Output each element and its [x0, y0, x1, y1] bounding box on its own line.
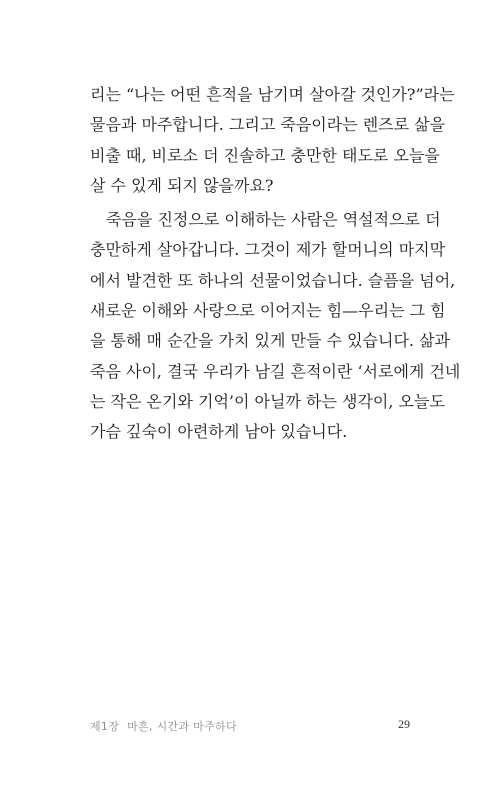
text-line: 충만하게 살아갑니다. 그것이 제가 할머니의 마지막	[90, 240, 446, 260]
paragraph	[90, 80, 455, 201]
text-line: 물음과 마주합니다. 그리고 죽음이라는 렌즈로 삶을	[90, 115, 446, 135]
chapter-title: 마흔, 시간과 마주하다	[127, 720, 237, 733]
text-line: 새로운 이해와 사랑으로 이어지는 힘—우리는 그 힘	[90, 301, 446, 321]
text-line: 을 통해 매 순간을 가치 있게 만들 수 있습니다. 삶과	[90, 331, 450, 351]
paragraph	[90, 205, 461, 447]
body-text	[90, 80, 461, 448]
text-line: 살 수 있게 되지 않을까요?	[90, 175, 274, 195]
page-number: 29	[398, 717, 410, 731]
chapter-number: 제1장	[90, 720, 120, 733]
text-line: 가슴 깊숙이 아련하게 남아 있습니다.	[90, 422, 348, 442]
text-line: 죽음을 진정으로 이해하는 사람은 역설적으로 더	[106, 210, 441, 230]
text-line: 에서 발견한 또 하나의 선물이었습니다. 슬픔을 넘어,	[90, 270, 456, 290]
text-line: 비출 때, 비로소 더 진솔하고 충만한 태도로 오늘을	[90, 145, 440, 165]
text-line: 는 작은 온기와 기억’이 아닐까 하는 생각이, 오늘도	[90, 391, 445, 411]
text-line: 죽음 사이, 결국 우리가 남길 흔적이란 ‘서로에게 건네	[90, 361, 461, 381]
text-line: 리는 “나는 어떤 흔적을 남기며 살아갈 것인가?”라는	[90, 85, 455, 104]
running-footer-chapter	[90, 718, 237, 734]
